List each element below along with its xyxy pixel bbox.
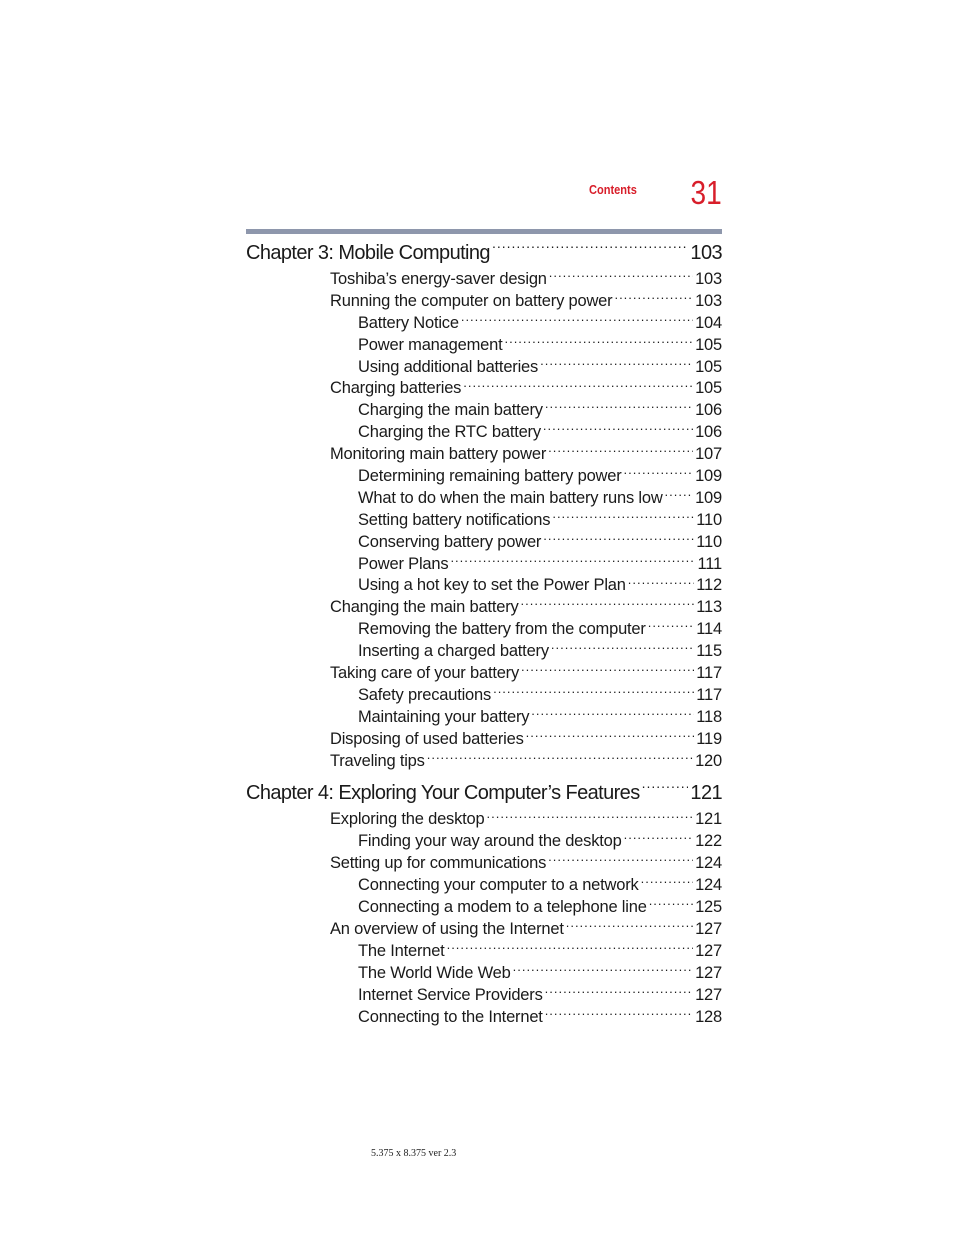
entry-page-number: 117 — [696, 664, 722, 683]
entry-label: Charging the main battery — [358, 401, 543, 420]
toc-section-entry[interactable] — [330, 378, 722, 400]
chapter-page-number: 121 — [690, 782, 722, 805]
toc-section-entry[interactable] — [330, 597, 722, 619]
toc-subsection-entry[interactable] — [358, 641, 722, 663]
entry-page-number: 127 — [695, 963, 722, 982]
dot-leader — [614, 293, 693, 306]
toc-subsection-entry[interactable] — [358, 466, 722, 488]
entry-page-number: 109 — [695, 467, 722, 486]
entry-page-number: 110 — [696, 510, 722, 529]
table-of-contents — [246, 238, 722, 1028]
entry-label: Finding your way around the desktop — [358, 832, 622, 851]
entry-label: An overview of using the Internet — [330, 919, 564, 938]
entry-page-number: 127 — [695, 941, 722, 960]
dot-leader — [521, 665, 694, 678]
entry-page-number: 122 — [695, 832, 722, 851]
dot-leader — [463, 380, 693, 393]
toc-subsection-entry[interactable] — [358, 985, 722, 1007]
entry-label: Maintaining your battery — [358, 707, 530, 726]
entry-label: Taking care of your battery — [330, 664, 520, 683]
dot-leader — [642, 785, 689, 799]
dot-leader — [526, 731, 695, 744]
toc-chapter-entry[interactable] — [246, 778, 722, 809]
toc-subsection-entry[interactable] — [358, 400, 722, 422]
entry-label: Changing the main battery — [330, 598, 519, 617]
dot-leader — [543, 424, 693, 437]
entry-label: Internet Service Providers — [358, 985, 543, 1004]
dot-leader — [461, 315, 693, 328]
entry-page-number: 107 — [695, 445, 722, 464]
toc-subsection-entry[interactable] — [358, 875, 722, 897]
entry-label: Inserting a charged battery — [358, 642, 549, 661]
entry-label: Disposing of used batteries — [330, 729, 524, 748]
toc-subsection-entry[interactable] — [358, 532, 722, 554]
entry-label: Using additional batteries — [358, 357, 539, 376]
dot-leader — [665, 490, 694, 503]
dot-leader — [543, 534, 694, 547]
entry-label: Safety precautions — [358, 685, 492, 704]
dot-leader — [628, 577, 695, 590]
toc-subsection-entry[interactable] — [358, 510, 722, 532]
dot-leader — [624, 468, 694, 481]
entry-label: Connecting a modem to a telephone line — [358, 898, 647, 917]
dot-leader — [450, 556, 695, 569]
chapter-group — [246, 238, 722, 772]
entry-page-number: 111 — [697, 554, 722, 573]
entry-page-number: 115 — [696, 642, 722, 661]
chapter-title: Chapter 3: Mobile Computing — [246, 242, 490, 264]
entry-label: Power management — [358, 335, 503, 354]
entry-label: Charging batteries — [330, 379, 462, 398]
toc-section-entry[interactable] — [330, 919, 722, 941]
toc-section-entry[interactable] — [330, 751, 722, 773]
dot-leader — [504, 337, 693, 350]
entry-label: Removing the battery from the computer — [358, 620, 646, 639]
chapter-group — [246, 778, 722, 1028]
entry-page-number: 109 — [695, 488, 722, 507]
toc-subsection-entry[interactable] — [358, 313, 722, 335]
dot-leader — [531, 709, 694, 722]
page-number: 31 — [690, 174, 722, 211]
toc-subsection-entry[interactable] — [358, 941, 722, 963]
dot-leader — [549, 271, 693, 284]
entry-page-number: 120 — [695, 751, 722, 770]
toc-subsection-entry[interactable] — [358, 422, 722, 444]
dot-leader — [427, 753, 693, 766]
dot-leader — [492, 245, 688, 259]
entry-label: Power Plans — [358, 554, 449, 573]
entry-page-number: 103 — [695, 291, 722, 310]
entry-page-number: 113 — [696, 598, 722, 617]
dot-leader — [649, 899, 693, 912]
footer-note: 5.375 x 8.375 ver 2.3 — [371, 1148, 457, 1159]
toc-section-entry[interactable] — [330, 809, 722, 831]
toc-subsection-entry[interactable] — [358, 619, 722, 641]
toc-subsection-entry[interactable] — [358, 963, 722, 985]
dot-leader — [648, 621, 695, 634]
dot-leader — [552, 512, 694, 525]
entry-label: Determining remaining battery power — [358, 467, 622, 486]
entry-label: Conserving battery power — [358, 532, 542, 551]
toc-section-entry[interactable] — [330, 853, 722, 875]
toc-subsection-entry[interactable] — [358, 488, 722, 510]
toc-subsection-entry[interactable] — [358, 554, 722, 576]
entry-label: What to do when the main battery runs low — [358, 488, 663, 507]
entry-page-number: 110 — [696, 532, 722, 551]
dot-leader — [548, 855, 693, 868]
dot-leader — [486, 811, 693, 824]
dot-leader — [624, 833, 693, 846]
entry-page-number: 105 — [695, 335, 722, 354]
toc-section-entry[interactable] — [330, 269, 722, 291]
header-rule — [246, 229, 722, 234]
entry-label: Using a hot key to set the Power Plan — [358, 576, 626, 595]
entry-label: Setting battery notifications — [358, 510, 551, 529]
entry-page-number: 105 — [695, 379, 722, 398]
dot-leader — [447, 943, 693, 956]
toc-section-entry[interactable] — [330, 663, 722, 685]
dot-leader — [545, 402, 693, 415]
entry-label: Traveling tips — [330, 751, 425, 770]
entry-page-number: 117 — [696, 685, 722, 704]
toc-subsection-entry[interactable] — [358, 335, 722, 357]
toc-subsection-entry[interactable] — [358, 357, 722, 379]
entry-page-number: 125 — [695, 898, 722, 917]
toc-section-entry[interactable] — [330, 729, 722, 751]
entry-label: The Internet — [358, 941, 445, 960]
toc-chapter-entry[interactable] — [246, 238, 722, 269]
entry-page-number: 106 — [695, 423, 722, 442]
entry-label: Connecting your computer to a network — [358, 876, 639, 895]
toc-subsection-entry[interactable] — [358, 897, 722, 919]
entry-label: Connecting to the Internet — [358, 1007, 543, 1026]
entry-label: Monitoring main battery power — [330, 445, 547, 464]
entry-label: Exploring the desktop — [330, 810, 485, 829]
entry-page-number: 119 — [696, 729, 722, 748]
dot-leader — [540, 359, 693, 372]
section-label: Contents — [589, 182, 637, 197]
dot-leader — [566, 921, 693, 934]
entry-page-number: 118 — [696, 707, 722, 726]
dot-leader — [493, 687, 694, 700]
toc-section-entry[interactable] — [330, 444, 722, 466]
entry-page-number: 103 — [695, 270, 722, 288]
toc-section-entry[interactable] — [330, 291, 722, 313]
entry-label: Toshiba’s energy-saver design — [330, 270, 547, 288]
toc-subsection-entry[interactable] — [358, 707, 722, 729]
toc-subsection-entry[interactable] — [358, 1007, 722, 1029]
entry-label: The World Wide Web — [358, 963, 511, 982]
dot-leader — [513, 965, 693, 978]
entry-page-number: 121 — [695, 810, 722, 829]
dot-leader — [521, 599, 695, 612]
entry-label: Charging the RTC battery — [358, 423, 541, 442]
entry-page-number: 127 — [695, 985, 722, 1004]
entry-page-number: 127 — [695, 919, 722, 938]
toc-subsection-entry[interactable] — [358, 575, 722, 597]
dot-leader — [551, 643, 694, 656]
entry-page-number: 112 — [696, 576, 722, 595]
entry-page-number: 128 — [695, 1007, 722, 1026]
chapter-title: Chapter 4: Exploring Your Computer’s Features — [246, 782, 640, 805]
entry-page-number: 124 — [695, 854, 722, 873]
dot-leader — [641, 877, 693, 890]
entry-label: Running the computer on battery power — [330, 291, 613, 310]
entry-page-number: 106 — [695, 401, 722, 420]
chapter-page-number: 103 — [690, 242, 722, 264]
dot-leader — [548, 446, 693, 459]
entry-page-number: 105 — [695, 357, 722, 376]
entry-label: Battery Notice — [358, 313, 459, 332]
dot-leader — [545, 1009, 693, 1022]
toc-subsection-entry[interactable] — [358, 685, 722, 707]
entry-page-number: 104 — [695, 313, 722, 332]
dot-leader — [545, 987, 693, 1000]
toc-subsection-entry[interactable] — [358, 831, 722, 853]
entry-label: Setting up for communications — [330, 854, 547, 873]
entry-page-number: 114 — [696, 620, 722, 639]
entry-page-number: 124 — [695, 876, 722, 895]
